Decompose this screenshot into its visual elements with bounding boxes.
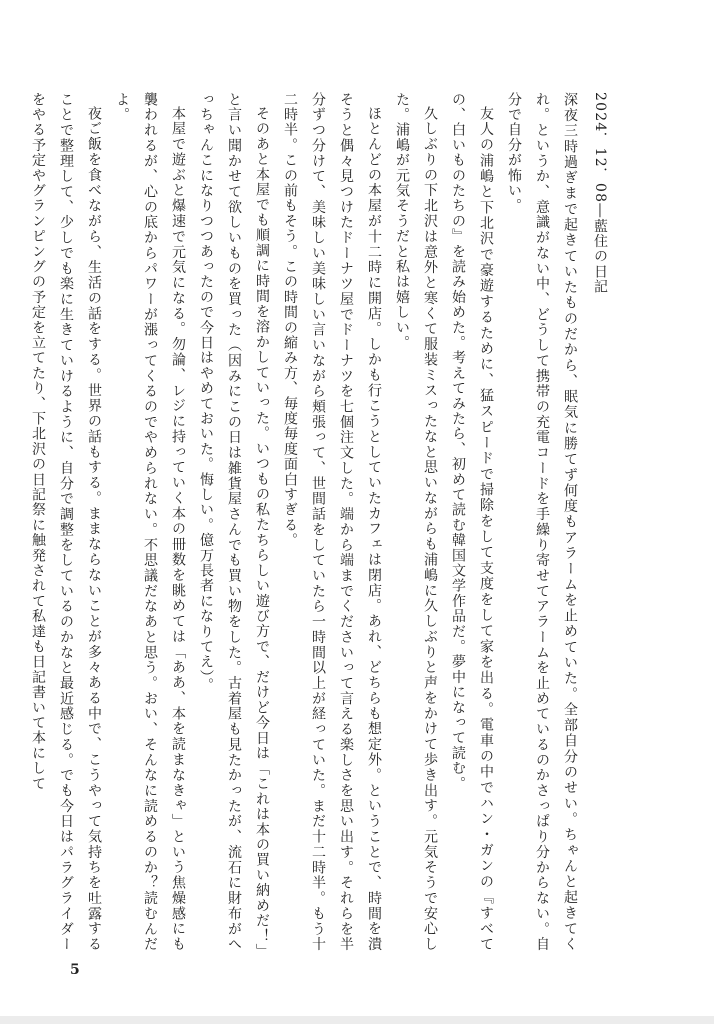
paragraph: 久しぶりの下北沢は意外と寒くて服装ミスったなと思いながらも浦嶋に久しぶりと声をかけて歩き出す。元気そうで安心した。浦嶋が元気そうだと私は嬉しい。: [394, 92, 438, 952]
paragraph: ほとんどの本屋が十二時に開店。しかも行こうとしていたカフェは閉店。あれ、どちらも想定外。ということで、時間を潰そうと偶々見つけたドーナツ屋でドーナツを七個注文した。端から端までくださいって言える楽しさを思い出す。それらを半分ずつ分けて、美味しい美味しい言いながら頬張って、世間話をしていたら一時間以上が経っていた。まだ十二時半。もう十二時半。この前もそう。この時間の縮み方、毎度毎度面白すぎる。: [282, 92, 382, 952]
paragraph: 友人の浦嶋と下北沢で豪遊するために、猛スピードで掃除をして支度をして家を出る。電車の中でハン・ガンの『すべての、白いものたちの』を読み始めた。考えてみたら、初めて読む韓国文学作品だ。夢中になって読む。: [450, 92, 494, 952]
diary-heading: 2024．12．08―藍住の日記: [592, 92, 608, 295]
paragraph: そのあと本屋でも順調に時間を溶かしていった。いつもの私たちらしい遊び方で、だけど今日は「これは本の買い納めだ！」と言い聞かせて欲しいものを買った（因みにこの日は雑貨屋さんでも買い物をした。古着屋も見たかったが、流石に財布がへっちゃんこになりつつあったので今日はやめておいた。悔しい。億万長者になりてえ）。: [198, 92, 270, 952]
paragraph: 夜ご飯を食べながら、生活の話をする。世界の話もする。ままならないことが多々ある中で、こうやって気持ちを吐露することで整理して、少しでも楽に生きていけるように、自分で調整をしているのかなと最近感じる。でも今日はパラグライダーをやる予定やグランピングの予定を立てたり、下北沢の日記祭に触発されて私達も日記書いて本にして: [30, 92, 102, 952]
diary-text-block: [24, 92, 614, 952]
page-number: 5: [70, 962, 80, 978]
page-bottom-edge: [0, 1016, 714, 1024]
paragraph: 本屋で遊ぶと爆速で元気になる。勿論、レジに持っていく本の冊数を眺めては「ああ、本を読まなきゃ」という焦燥感にも襲われるが、心の底からパワーが漲ってくるのでやめられない。不思議だなあと思う。おい、そんなに読めるのか？読むんだよ。: [114, 92, 186, 952]
paragraph: 深夜三時過ぎまで起きていたものだから、眠気に勝てず何度もアラームを止めていた。全部自分のせい。ちゃんと起きてくれ。というか、意識がない中、どうして携帯の充電コードを手繰り寄せてアラームを止めているのかさっぱり分からない。自分で自分が怖い。: [506, 92, 578, 952]
